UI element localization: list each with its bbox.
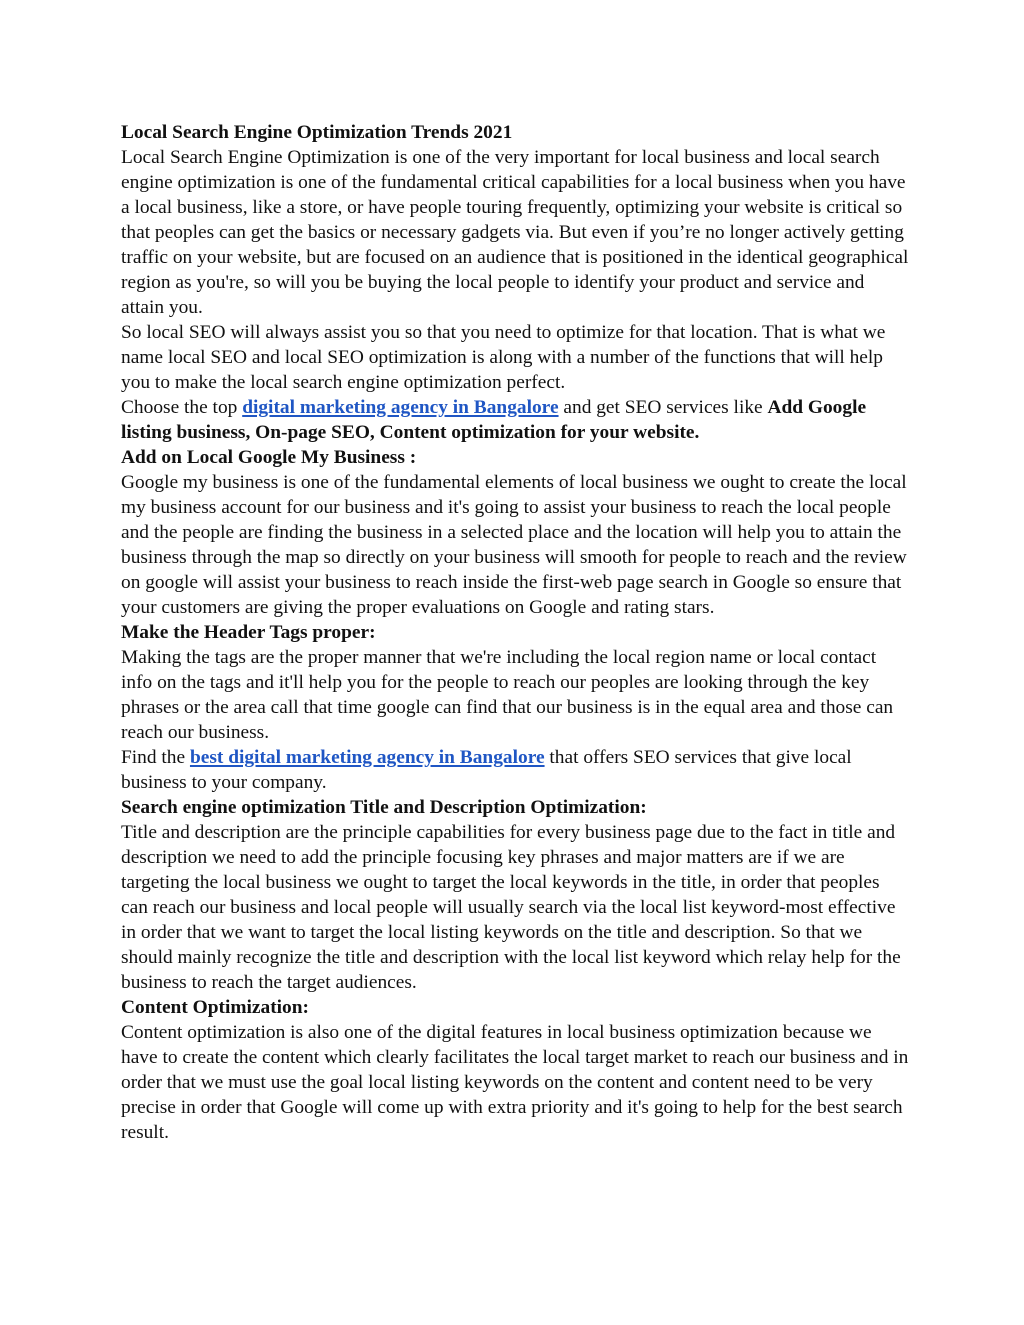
section-body-content-optimization: Content optimization is also one of the digital features in local business optimization because we have to create the content which clearly facilitates the local target market to reach our business and in order that we must use the goal local listing keywords on the content and content need to be very precise in order that Google will come up with extra priority and it's going to help for the best search result. — [121, 1022, 909, 1143]
document-title: Local Search Engine Optimization Trends 2021 — [121, 122, 513, 143]
cta2-text-before: Find the — [121, 747, 190, 768]
cta-paragraph-2 — [121, 745, 911, 795]
section-heading-content-optimization: Content Optimization: — [121, 997, 309, 1018]
section-heading-title-description: Search engine optimization Title and Description Optimization: — [121, 797, 647, 818]
best-digital-marketing-agency-link[interactable]: best digital marketing agency in Bangalore — [189, 747, 545, 768]
document-page — [121, 120, 911, 1145]
section-body-header-tags: Making the tags are the proper manner that we're including the local region name or local contact info on the tags and it'll help you for the people to reach our peoples are looking through the key phrases or the area call that time google can find that our business is in the equal area and those can reach our business. — [121, 647, 894, 743]
section-heading-header-tags: Make the Header Tags proper: — [121, 622, 376, 643]
cta1-text-middle: and get SEO services like — [558, 397, 768, 418]
cta1-services-bold: Add Google listing business, On-page SEO, Content optimization for your website. — [121, 397, 867, 443]
digital-marketing-agency-link[interactable]: digital marketing agency in Bangalore — [242, 397, 559, 418]
local-seo-paragraph: So local SEO will always assist you so that you need to optimize for that location. That is what we name local SEO and local SEO optimization is along with a number of the functions that will help you to make the local search engine optimization perfect. — [121, 322, 886, 393]
section-body-google-my-business: Google my business is one of the fundamental elements of local business we ought to create the local my business account for our business and it's going to assist your business to reach the local people and the people are finding the business in a selected place and the location will help you to attain the business through the map so directly on your business will smooth for people to reach and the review on google will assist your business to reach inside the first-web page search in Google so ensure that your customers are giving the proper evaluations on Google and rating stars. — [121, 472, 907, 618]
section-body-title-description: Title and description are the principle capabilities for every business page due to the fact in title and description we need to add the principle focusing key phrases and major matters are if we are targeting the local business we ought to target the local keywords in the title, in order that peoples can reach our business and local people will usually search via the local list keyword-most effective in order that we want to target the local listing keywords on the title and description. So that we should mainly recognize the title and description with the local list keyword which relay help for the business to reach the target audiences. — [121, 822, 901, 993]
cta1-text-before: Choose the top — [121, 397, 243, 418]
cta-paragraph-1 — [121, 395, 911, 445]
intro-paragraph: Local Search Engine Optimization is one of the very important for local business and local search engine optimization is one of the fundamental critical capabilities for a local business when you have a local business, like a store, or have people touring frequently, optimizing your website is critical so that peoples can get the basics or necessary gadgets via. But even if you’re no longer actively getting traffic on your website, but are focused on an audience that is positioned in the identical geographical region as you're, so will you be buying the local people to identify your product and service and attain you. — [121, 147, 909, 318]
cta2-text-after: that offers SEO services that give local business to your company. — [121, 747, 852, 793]
section-heading-google-my-business: Add on Local Google My Business : — [121, 447, 417, 468]
